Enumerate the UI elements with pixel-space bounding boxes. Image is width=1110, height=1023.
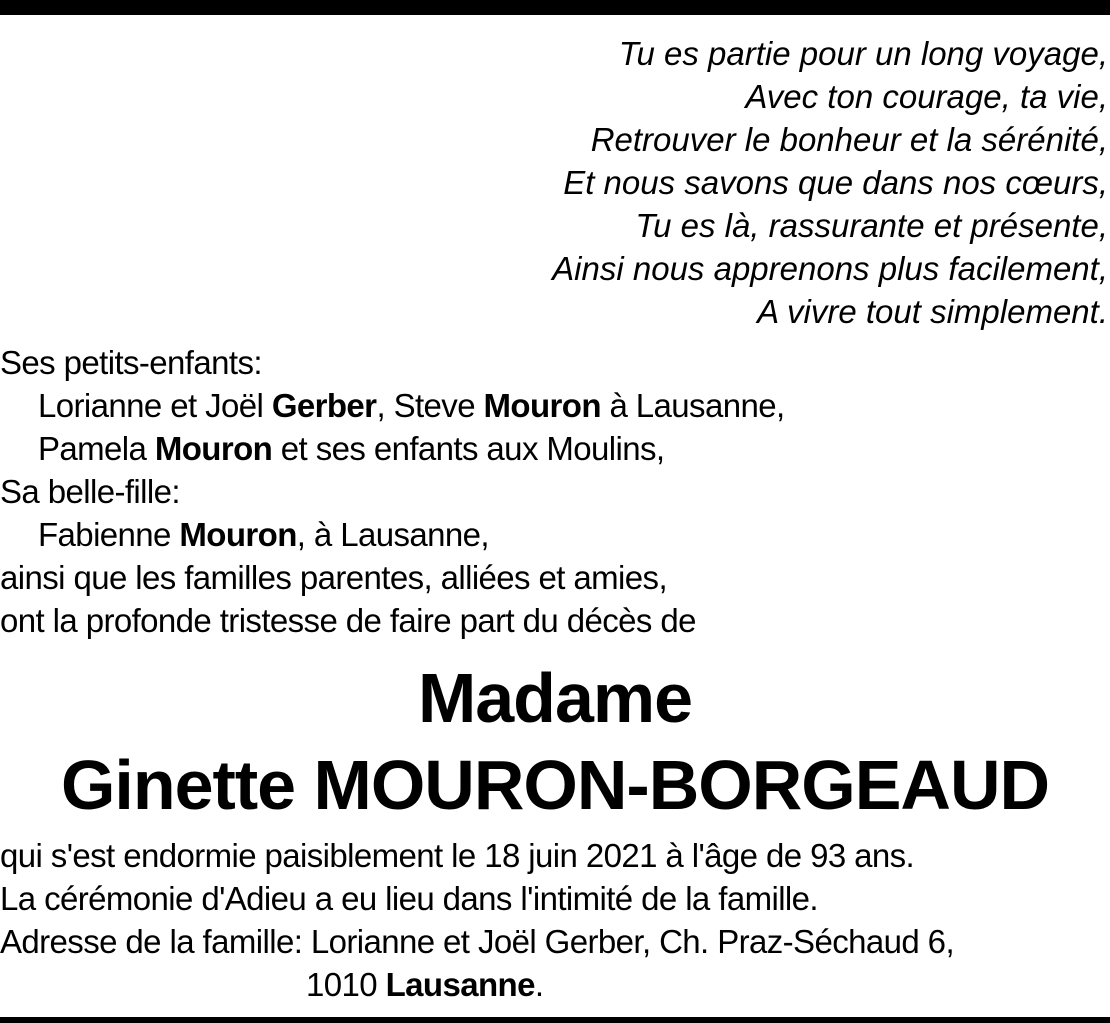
top-border <box>0 0 1110 15</box>
details-line-1: qui s'est endormie paisiblement le 18 juin 2021 à l'âge de 93 ans. <box>0 837 915 874</box>
city: Lausanne <box>385 966 535 1003</box>
grandchildren-line-1 <box>0 384 1000 427</box>
text-run: 1010 <box>306 966 386 1003</box>
details <box>0 834 1000 1006</box>
poem <box>308 32 1108 333</box>
surname: Mouron <box>483 387 601 424</box>
text-run: à Lausanne, <box>600 387 785 424</box>
text-run: Lorianne et Joël <box>38 387 272 424</box>
details-line-4 <box>0 963 1000 1006</box>
poem-line: Tu es là, rassurante et présente, <box>635 207 1108 244</box>
daughter-in-law-heading: Sa belle-fille: <box>0 473 180 510</box>
deceased-name: Ginette MOURON-BORGEAUD <box>60 746 1050 824</box>
text-run: Pamela <box>38 430 155 467</box>
deceased-title: Madame <box>417 659 693 737</box>
grandchildren-heading: Ses petits-enfants: <box>0 344 262 381</box>
daughter-in-law-line <box>0 513 1000 556</box>
poem-line: Ainsi nous apprenons plus facilement, <box>552 250 1108 287</box>
poem-line: Avec ton courage, ta vie, <box>745 78 1108 115</box>
grandchildren-line-2 <box>0 427 1000 470</box>
text-run: , à Lausanne, <box>296 516 489 553</box>
poem-line: Retrouver le bonheur et la sérénité, <box>590 121 1108 158</box>
poem-line: A vivre tout simplement. <box>757 293 1108 330</box>
poem-line: Et nous savons que dans nos cœurs, <box>563 164 1108 201</box>
surname: Gerber <box>271 387 377 424</box>
details-line-2: La cérémonie d'Adieu a eu lieu dans l'intimité de la famille. <box>0 880 818 917</box>
announcement-line: ont la profonde tristesse de faire part du décès de <box>0 602 696 639</box>
text-run: et ses enfants aux Moulins, <box>272 430 665 467</box>
family-list <box>0 341 1000 642</box>
text-run: Fabienne <box>38 516 180 553</box>
relatives-line: ainsi que les familles parentes, alliées et amies, <box>0 559 668 596</box>
surname: Mouron <box>179 516 297 553</box>
surname: Mouron <box>154 430 273 467</box>
text-run: . <box>534 966 544 1003</box>
text-run: , Steve <box>376 387 484 424</box>
details-line-3: Adresse de la famille: Lorianne et Joël Gerber, Ch. Praz-Séchaud 6, <box>0 923 955 960</box>
poem-line: Tu es partie pour un long voyage, <box>618 35 1108 72</box>
bottom-border <box>0 1017 1110 1023</box>
